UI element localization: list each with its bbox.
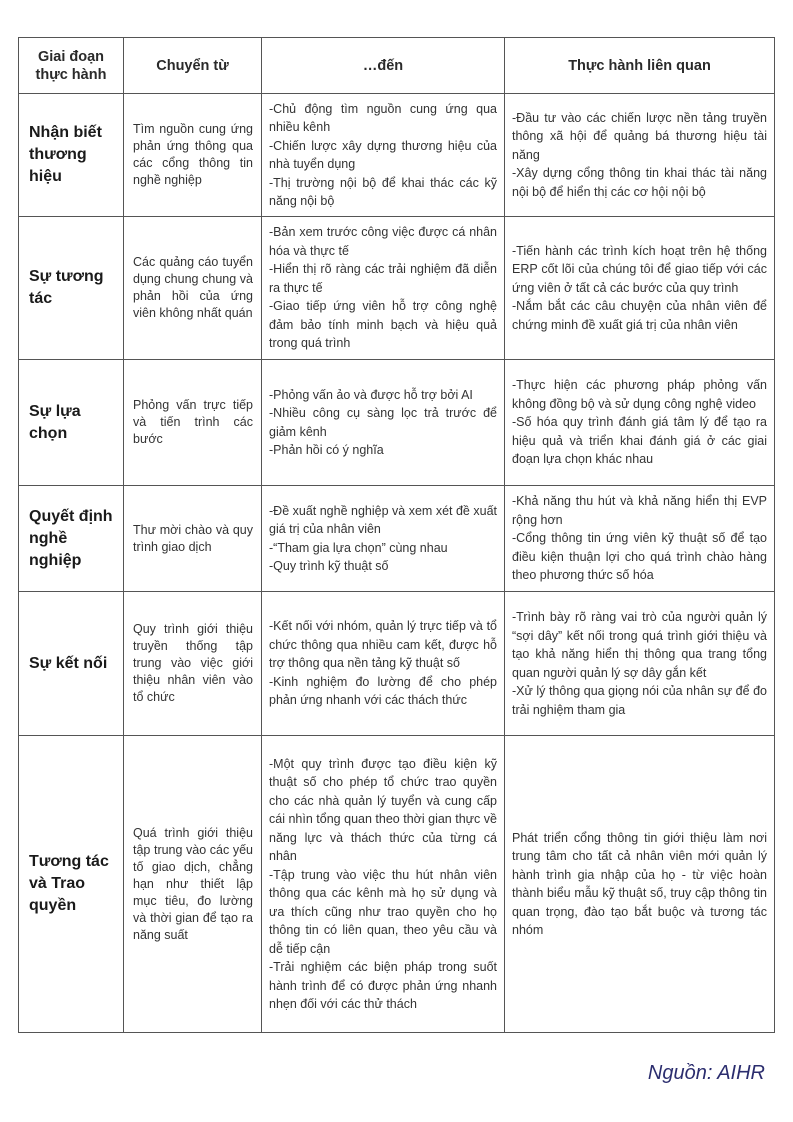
- to-item: -Kinh nghiệm đo lường để cho phép phản ứng nhanh với các thách thức: [269, 674, 497, 708]
- practice-item: -Khả năng thu hút và khả năng hiển thị EVP rộng hơn: [512, 494, 767, 527]
- practices-cell: [505, 94, 775, 217]
- to-item: -Nhiều công cụ sàng lọc trả trước để giảm kênh: [269, 406, 497, 439]
- to-item: -Tập trung vào việc thu hút nhân viên thông qua các kênh mà họ sử dụng và ưa thích cũng như trao quyền cho họ thông tin có liên quan, theo yêu cầu và dễ tiếp cận: [269, 867, 497, 956]
- practice-item: -Tiến hành các trình kích hoạt trên hệ thống ERP cốt lõi của chúng tôi để giao tiếp với các ứng viên ở tất cả các bước của quy trình: [512, 243, 767, 295]
- header-from: Chuyển từ: [124, 38, 262, 94]
- to-item: -Bản xem trước công việc được cá nhân hóa và thực tế: [269, 225, 497, 258]
- table-row: [19, 94, 775, 217]
- stage-cell: Sự kết nối: [19, 592, 124, 736]
- to-item: -Quy trình kỹ thuật số: [269, 559, 389, 573]
- from-cell: Thư mời chào và quy trình giao dịch: [124, 486, 262, 592]
- header-row: [19, 38, 775, 94]
- to-item: -Đề xuất nghề nghiệp và xem xét đề xuất giá trị của nhân viên: [269, 503, 497, 536]
- practice-item: -Xử lý thông qua giọng nói của nhân sự để đo trải nghiệm tham gia: [512, 684, 767, 717]
- practice-item: Phát triển cổng thông tin giới thiệu làm nơi trung tâm cho tất cả nhân viên mới quản lý hành trình gia nhập của họ - từ việc hoàn thành biểu mẫu kỹ thuật số, truy cập thông tin quan trọng, đào tạo bắt buộc và tương tác nhóm: [512, 830, 767, 937]
- stage-cell: Sự tương tác: [19, 217, 124, 360]
- to-item: -“Tham gia lựa chọn” cùng nhau: [269, 540, 448, 555]
- from-cell: Quy trình giới thiệu truyền thống tập trung vào việc giới thiệu nhân viên vào tổ chức: [124, 592, 262, 736]
- to-item: -Hiển thị rõ ràng các trải nghiệm đã diễn ra thực tế: [269, 262, 497, 295]
- header-practices: Thực hành liên quan: [505, 38, 775, 94]
- to-cell: [262, 486, 505, 592]
- to-cell: [262, 217, 505, 360]
- practice-item: -Nắm bắt các câu chuyện của nhân viên để chứng minh đề xuất giá trị của nhân viên: [512, 299, 767, 332]
- from-cell: Quá trình giới thiệu tập trung vào các yếu tố giao dịch, chẳng hạn như thiết lập mục tiêu, đo lường và thời gian để tạo ra năng suất: [124, 736, 262, 1033]
- source-caption: Nguồn: AIHR: [647, 1062, 765, 1084]
- header-to: …đến: [262, 38, 505, 94]
- to-item: -Một quy trình được tạo điều kiện kỹ thuật số cho phép tổ chức trao quyền cho các nhà quản lý tuyển và cung cấp cái nhìn tổng quan theo thời gian thực về năng lực và thách thức của từng cá nhân: [269, 756, 497, 863]
- practice-item: -Số hóa quy trình đánh giá tâm lý để tạo ra hiệu quả và triển khai đánh giá ở các giai đoạn lựa chọn khác nhau: [512, 415, 767, 467]
- practice-item: -Đầu tư vào các chiến lược nền tảng truyền thông xã hội để quảng bá thương hiệu tài năng: [512, 110, 767, 162]
- to-item: -Phỏng vấn ảo và được hỗ trợ bởi AI: [269, 387, 473, 402]
- to-cell: [262, 736, 505, 1033]
- practices-table: [18, 37, 775, 1033]
- practice-item: -Thực hiện các phương pháp phỏng vấn không đồng bộ và sử dụng công nghệ video: [512, 378, 767, 411]
- from-cell: Phỏng vấn trực tiếp và tiến trình các bước: [124, 360, 262, 486]
- to-item: -Phản hồi có ý nghĩa: [269, 443, 384, 457]
- stage-cell: Sự lựa chọn: [19, 360, 124, 486]
- practice-item: -Cổng thông tin ứng viên kỹ thuật số để tạo điều kiện thuận lợi cho quá trình chào hàng theo phương thức số hóa: [512, 531, 767, 583]
- table-row: [19, 217, 775, 360]
- stage-cell: Nhận biết thương hiệu: [19, 94, 124, 217]
- practices-cell: [505, 486, 775, 592]
- to-cell: [262, 360, 505, 486]
- to-item: -Thị trường nội bộ để khai thác các kỹ năng nội bộ: [269, 175, 497, 208]
- table-row: [19, 592, 775, 736]
- to-cell: [262, 592, 505, 736]
- to-item: -Chủ động tìm nguồn cung ứng qua nhiều kênh: [269, 101, 497, 134]
- practices-cell: [505, 592, 775, 736]
- table-row: [19, 486, 775, 592]
- header-stage: Giai đoạn thực hành: [19, 38, 124, 94]
- practices-cell: [505, 736, 775, 1033]
- to-item: -Giao tiếp ứng viên hỗ trợ công nghệ đảm bảo tính minh bạch và hiệu quả trong quá trình: [269, 299, 497, 351]
- to-item: -Kết nối với nhóm, quản lý trực tiếp và tổ chức thông qua nhiều cam kết, được hỗ trợ thông qua nền tảng kỹ thuật số: [269, 619, 497, 671]
- from-cell: Tìm nguồn cung ứng phản ứng thông qua các cổng thông tin nghề nghiệp: [124, 94, 262, 217]
- table-row: [19, 360, 775, 486]
- practices-cell: [505, 217, 775, 360]
- table-row: [19, 736, 775, 1033]
- practices-cell: [505, 360, 775, 486]
- to-cell: [262, 94, 505, 217]
- practice-item: -Trình bày rõ ràng vai trò của người quản lý “sợi dây” kết nối trong quá trình giới thiệu và tạo khả năng hiển thị thông qua trang tổng quan người quản lý sợ dây gắn kết: [512, 610, 767, 680]
- stage-cell: Tương tác và Trao quyền: [19, 736, 124, 1033]
- from-cell: Các quảng cáo tuyển dụng chung chung và phản hồi của ứng viên không nhất quán: [124, 217, 262, 360]
- to-item: -Chiến lược xây dựng thương hiệu của nhà tuyển dụng: [269, 138, 497, 171]
- practice-item: -Xây dựng cổng thông tin khai thác tài năng nội bộ để hiển thị các cơ hội nội bộ: [512, 166, 767, 199]
- to-item: -Trải nghiệm các biện pháp trong suốt hành trình để có được phản ứng nhanh nhẹn đối với các thử thách: [269, 960, 497, 1011]
- stage-cell: Quyết định nghề nghiệp: [19, 486, 124, 592]
